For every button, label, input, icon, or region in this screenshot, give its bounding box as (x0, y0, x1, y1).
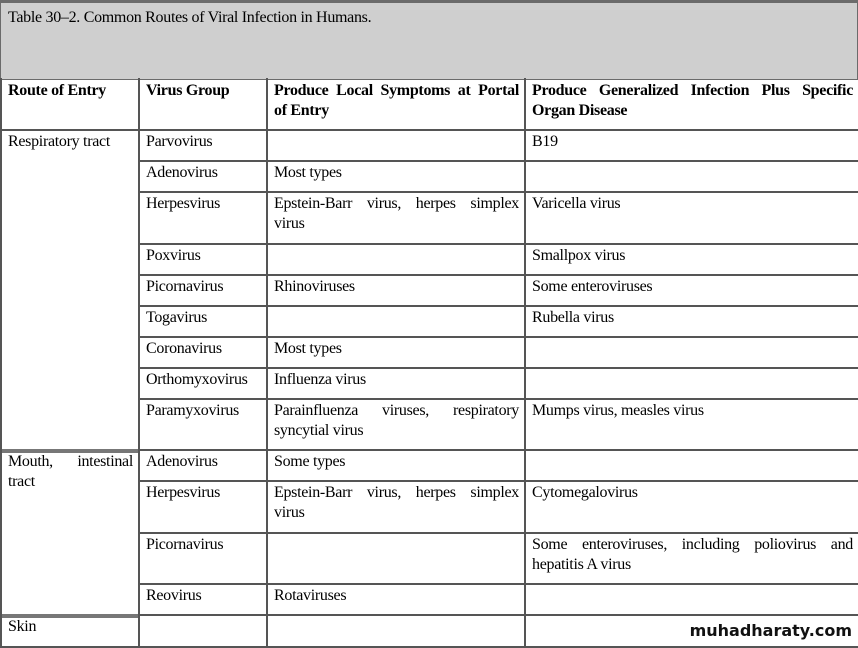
generalized-infection-cell: Cytomegalovirus (526, 480, 858, 534)
virus-group-cell: Orthomyxovirus (140, 367, 268, 400)
header-virus-group: Virus Group (140, 78, 268, 131)
virus-group-cell: Herpesvirus (140, 191, 268, 245)
local-symptoms-cell (268, 532, 526, 585)
generalized-infection-cell (526, 583, 858, 616)
generalized-infection-cell: Some enteroviruses (526, 274, 858, 307)
local-symptoms-cell: Rhinoviruses (268, 274, 526, 307)
table-title: Table 30–2. Common Routes of Viral Infection in Humans. (8, 9, 372, 26)
route-cell: Skin (0, 614, 140, 648)
generalized-infection-cell: B19 (526, 129, 858, 162)
table-caption (0, 0, 858, 80)
generalized-infection-cell (526, 449, 858, 482)
local-symptoms-cell: Some types (268, 449, 526, 482)
local-symptoms-cell: Most types (268, 336, 526, 369)
virus-group-cell: Poxvirus (140, 243, 268, 276)
generalized-infection-cell (526, 336, 858, 369)
local-symptoms-cell: Rotaviruses (268, 583, 526, 616)
local-symptoms-cell: Epstein-Barr virus, herpes simplex virus (268, 480, 526, 534)
virus-group-cell: Picornavirus (140, 274, 268, 307)
virus-group-cell: Reovirus (140, 583, 268, 616)
local-symptoms-cell: Most types (268, 160, 526, 193)
generalized-infection-cell (526, 367, 858, 400)
virus-group-cell: Paramyxovirus (140, 398, 268, 451)
header-route: Route of Entry (0, 78, 140, 131)
header-local-symptoms: Produce Local Symptoms at Portal of Entry (268, 78, 526, 131)
virus-group-cell: Herpesvirus (140, 480, 268, 534)
watermark: muhadharaty.com (689, 621, 852, 640)
virus-group-cell: Adenovirus (140, 449, 268, 482)
generalized-infection-cell: Varicella virus (526, 191, 858, 245)
route-cell: Mouth, intestinal tract (0, 449, 140, 618)
generalized-infection-cell: Rubella virus (526, 305, 858, 338)
local-symptoms-cell (268, 129, 526, 162)
generalized-infection-cell: Mumps virus, measles virus (526, 398, 858, 451)
virus-group-cell: Adenovirus (140, 160, 268, 193)
local-symptoms-cell: Parainfluenza viruses, respiratory syncytial virus (268, 398, 526, 451)
generalized-infection-cell: Some enteroviruses, including poliovirus and hepatitis A virus (526, 532, 858, 585)
virus-group-cell: Picornavirus (140, 532, 268, 585)
header-generalized-infection: Produce Generalized Infection Plus Specific Organ Disease (526, 78, 858, 131)
local-symptoms-cell: Epstein-Barr virus, herpes simplex virus (268, 191, 526, 245)
generalized-infection-cell (526, 160, 858, 193)
virus-group-cell: Parvovirus (140, 129, 268, 162)
local-symptoms-cell: Influenza virus (268, 367, 526, 400)
route-cell: Respiratory tract (0, 129, 140, 453)
virus-group-cell: Coronavirus (140, 336, 268, 369)
virus-group-cell: Togavirus (140, 305, 268, 338)
local-symptoms-cell (268, 243, 526, 276)
generalized-infection-cell: Smallpox virus (526, 243, 858, 276)
local-symptoms-cell (268, 305, 526, 338)
virus-group-cell (140, 614, 268, 648)
local-symptoms-cell (268, 614, 526, 648)
